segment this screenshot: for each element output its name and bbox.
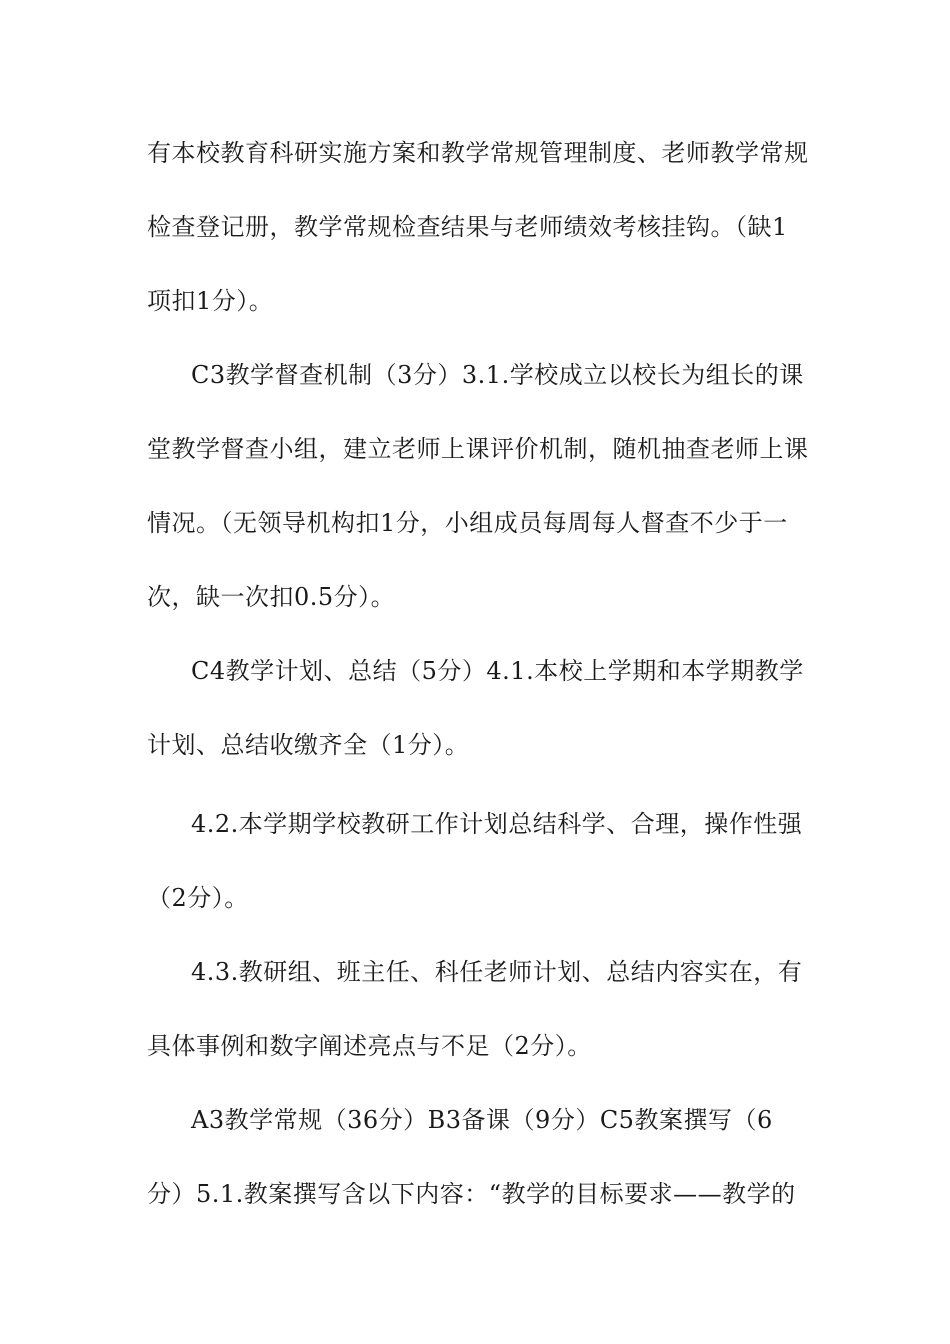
text-line: C3教学督查机制（3分）3.1.学校成立以校长为组长的课 (191, 361, 804, 389)
text-line: 项扣1分）。 (147, 287, 274, 315)
text-line: 分）5.1.教案撰写含以下内容：“教学的目标要求——教学的 (147, 1180, 796, 1208)
text-line: 具体事例和数字阐述亮点与不足（2分）。 (147, 1032, 592, 1060)
text-line: 4.2.本学期学校教研工作计划总结科学、合理，操作性强 (191, 810, 803, 838)
text-line: 计划、总结收缴齐全（1分）。 (147, 731, 470, 759)
text-line: 有本校教育科研实施方案和教学常规管理制度、老师教学常规 (147, 139, 809, 167)
text-line: 情况。（无领导机构扣1分，小组成员每周每人督查不少于一 (147, 509, 788, 537)
text-line: 堂教学督查小组，建立老师上课评价机制，随机抽查老师上课 (147, 435, 809, 463)
text-line: 检查登记册，教学常规检查结果与老师绩效考核挂钩。（缺1 (147, 213, 788, 241)
text-line: 4.3.教研组、班主任、科任老师计划、总结内容实在，有 (191, 958, 803, 986)
text-line: （2分）。 (147, 884, 249, 912)
text-line: C4教学计划、总结（5分）4.1.本校上学期和本学期教学 (191, 657, 804, 685)
text-line: A3教学常规（36分）B3备课（9分）C5教案撰写（6 (191, 1106, 773, 1134)
text-line: 次，缺一次扣0.5分）。 (147, 583, 396, 611)
